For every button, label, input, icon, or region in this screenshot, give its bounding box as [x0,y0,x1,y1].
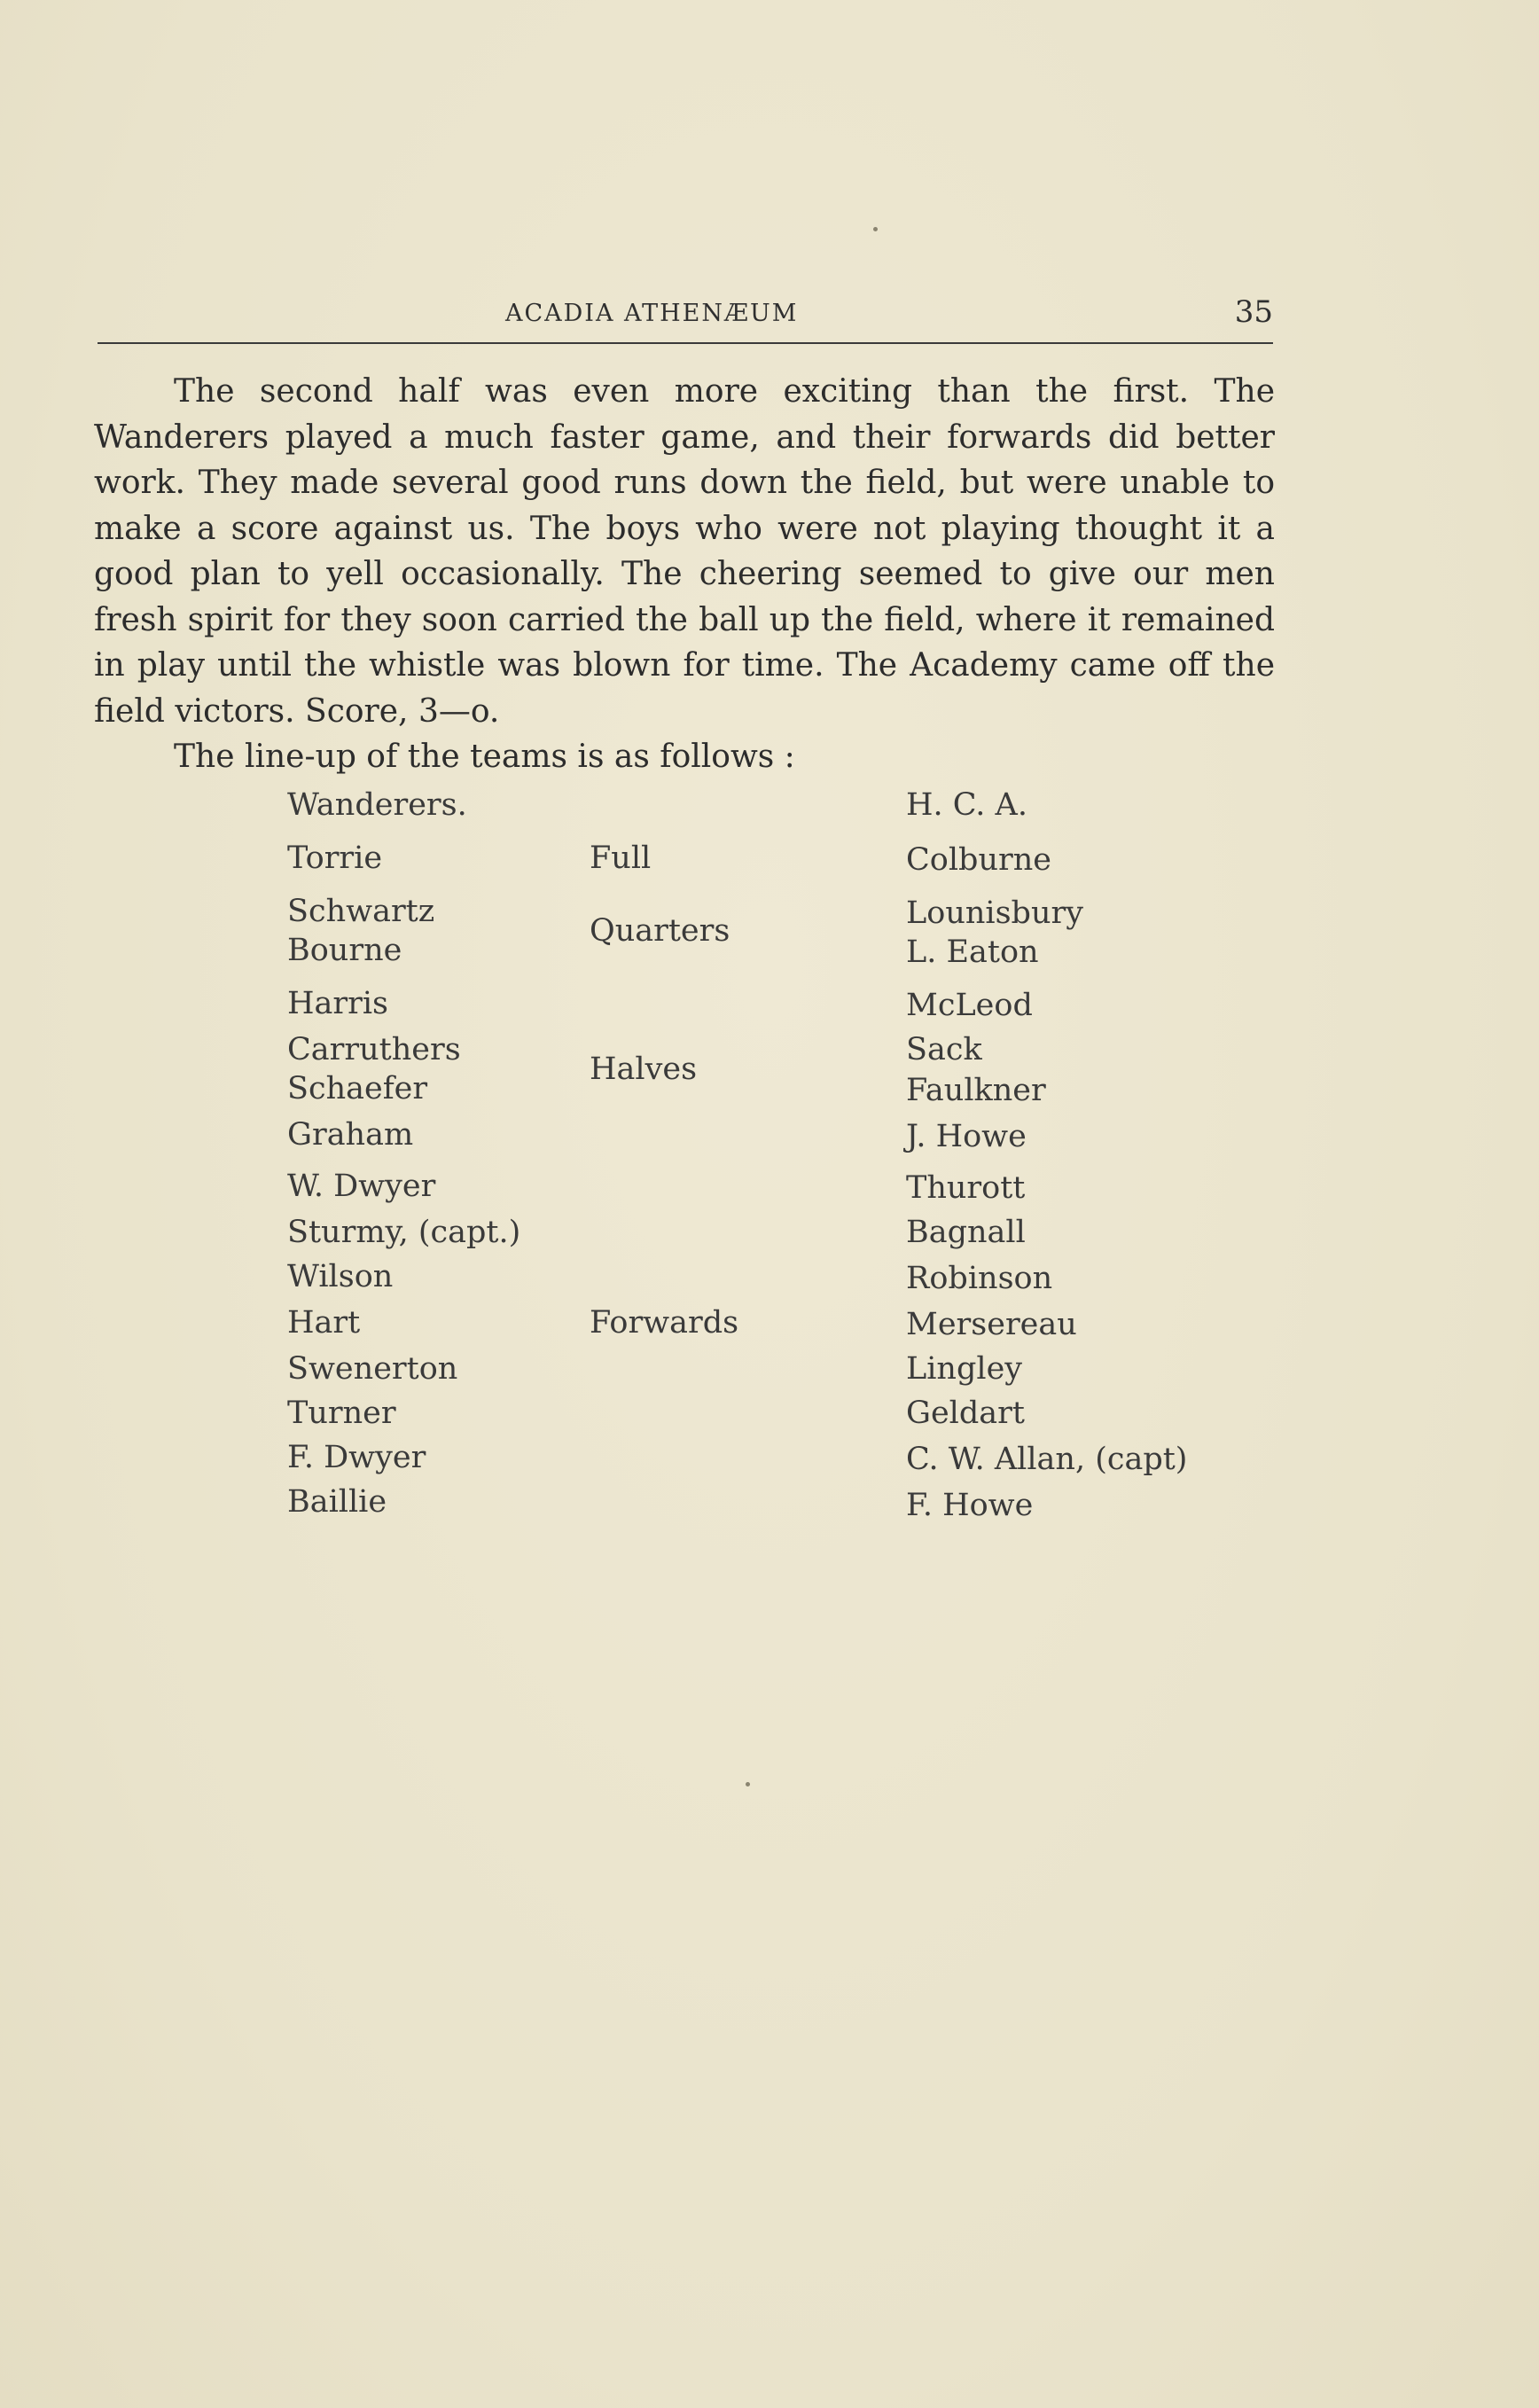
journal-title: ACADIA ATHENÆUM [505,300,799,327]
paragraph-match-report: The second half was even more exciting than the first. The Wanderers played a much faster game, and their forwards did better work. They made several good runs down the field, but were unable to make a score against us. The boys who were not playing thought it a good plan to yell occasionally. The cheering seemed to give our men fresh spirit for they soon carried the ball up the field, where it remained in play until the whistle was blown for time. The Academy came off the field victors. Score, 3—o. [94,373,1275,730]
wanderers-player: F. Dwyer [287,1440,426,1475]
wanderers-player: Turner [287,1396,396,1431]
hca-player: Faulkner [906,1073,1046,1108]
wanderers-player: Graham [287,1117,414,1153]
position-forwards: Forwards [590,1305,739,1341]
hca-player: F. Howe [906,1488,1034,1523]
wanderers-player: Carruthers [287,1032,461,1067]
wanderers-player: Sturmy, (capt.) [287,1215,521,1250]
article-body [94,369,1275,780]
wanderers-player: Wilson [287,1259,394,1294]
hca-player: Colburne [906,842,1051,878]
hca-player: J. Howe [906,1119,1027,1154]
hca-player: Lounisbury [906,895,1084,931]
team-header-hca: H. C. A. [906,787,1027,823]
wanderers-player: Torrie [287,840,383,876]
wanderers-player: Schwartz [287,894,435,929]
wanderers-player: Schaefer [287,1071,428,1106]
wanderers-player: Swenerton [287,1351,458,1387]
position-full: Full [590,840,652,876]
running-header [98,293,1273,344]
hca-player: Bagnall [906,1215,1026,1250]
hca-player: Thurott [906,1170,1026,1206]
wanderers-player: W. Dwyer [287,1169,436,1204]
wanderers-player: Harris [287,986,389,1021]
hca-player: Geldart [906,1396,1025,1431]
hca-player: L. Eaton [906,934,1039,970]
wanderers-player: Hart [287,1305,361,1341]
hca-player: C. W. Allan, (capt) [906,1442,1188,1477]
position-quarters: Quarters [590,913,730,949]
hca-player: Sack [906,1032,982,1067]
hca-player: Robinson [906,1261,1053,1296]
wanderers-player: Baillie [287,1484,387,1520]
position-halves: Halves [590,1052,698,1087]
paper-speck [746,1782,750,1786]
hca-player: Mersereau [906,1307,1077,1342]
paper-speck [873,227,878,231]
hca-player: Lingley [906,1351,1023,1387]
hca-player: McLeod [906,988,1033,1023]
page-number: 35 [1234,294,1273,330]
team-header-wanderers: Wanderers. [287,787,467,823]
wanderers-player: Bourne [287,933,402,968]
lineup-intro: The line-up of the teams is as follows : [174,739,795,775]
